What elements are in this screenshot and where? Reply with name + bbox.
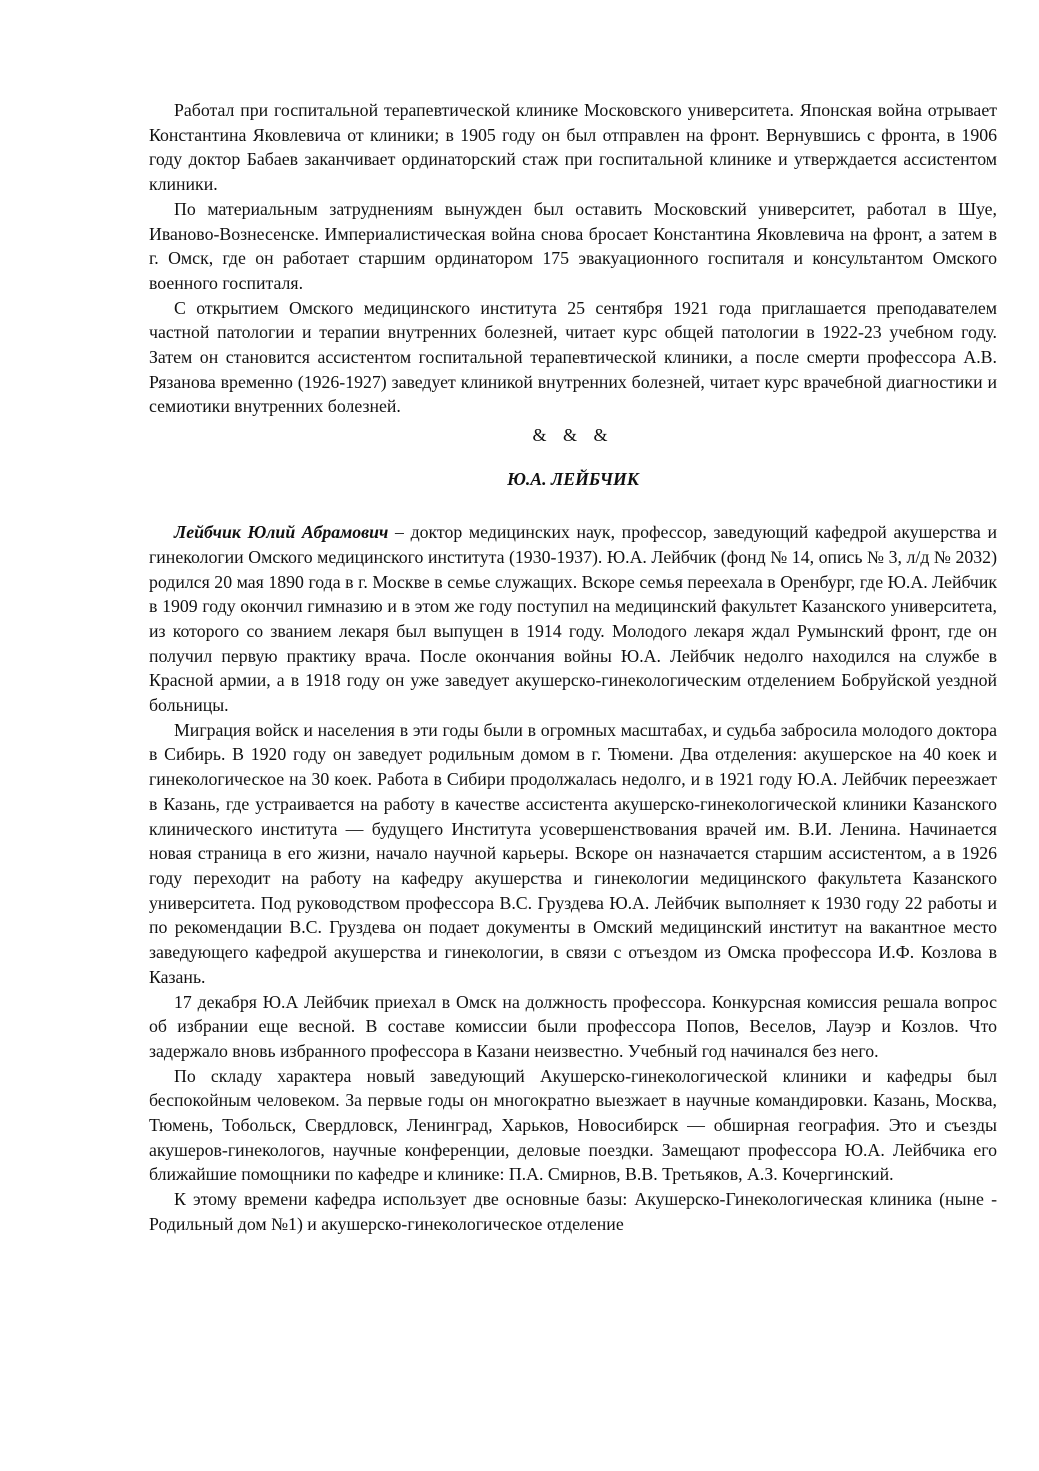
paragraph: Миграция войск и населения в эти годы были в огромных масштабах, и судьба забросила молодого доктора в Сибирь. В 1920 году он заведует родильным домом в г. Тюмени. Два отделения: акушерское на 40 коек и гинекологическое на 30 коек. Работа в Сибири продолжалась недолго, и в 1921 году Ю.А. Лейбчик переезжает в Казань, где устраивается на работу в качестве ассистента акушерско-гинекологической клиники Казанского клинического института — будущего Института усовершенствования врачей им. В.И. Ленина. Начинается новая страница в его жизни, начало научной карьеры. Вскоре он назначается старшим ассистентом, а в 1926 году переходит на работу на кафедру акушерства и гинекологии медицинского факультета Казанского университета. Под руководством профессора В.С. Груздева Ю.А. Лейбчик выполняет к 1930 году 22 работы и по рекомендации В.С. Груздева он подает документы в Омский медицинский институт на вакантное место заведующего кафедрой акушерства и гинекологии, в связи с отъездом из Омска профессора И.Ф. Козлова в Казань.: [149, 719, 997, 987]
lead-paragraph: [149, 520, 997, 718]
paragraph: По материальным затруднениям вынужден был оставить Московский университет, работал в Шуе, Иваново-Вознесенске. Империалистическая война снова бросает Константина Яковлевича на фронт, а затем в г. Омск, где он работает старшим ординатором 175 эвакуационного госпиталя и консультантом Омского военного госпиталя.: [149, 198, 997, 293]
paragraph: 17 декабря Ю.А Лейбчик приехал в Омск на должность профессора. Конкурсная комиссия решала вопрос об избрании еще весной. В составе комиссии были профессора Попов, Веселов, Лауэр и Козлов. Что задержало вновь избранного профессора в Казани неизвестно. Учебный год начинался без него.: [149, 991, 997, 1061]
paragraph: К этому времени кафедра использует две основные базы: Акушерско-Гинекологическая клиника (ныне - Родильный дом №1) и акушерско-гинекологическое отделение: [149, 1189, 997, 1234]
document-page: [149, 98, 997, 1237]
paragraph: С открытием Омского медицинского института 25 сентября 1921 года приглашается преподавателем частной патологии и терапии внутренних болезней, читает курс общей патологии в 1922-23 учебном году. Затем он становится ассистентом госпитальной терапевтической клиники, а после смерти профессора А.В. Рязанова временно (1926-1927) заведует клиникой внутренних болезней, читает курс врачебной диагностики и семиотики внутренних болезней.: [149, 297, 997, 417]
lead-name: Лейбчик Юлий Абрамович: [174, 522, 389, 543]
lead-rest: – доктор медицинских наук, профессор, заведующий кафедрой акушерства и гинекологии Омского медицинского института (1930-1937). Ю.А. Лейбчик (фонд № 14, опись № 3, л/д № 2032) родился 20 мая 1890 года в г. Москве в семье служащих. Вскоре семья переехала в Оренбург, где Ю.А. Лейбчик в 1909 году окончил гимназию и в этом же году поступил на медицинский факультет Казанского университета, из которого со званием лекаря был выпущен в 1914 году. Молодого лекаря ждал Румынский фронт, где он получил первую практику врача. После окончания войны Ю.А. Лейбчик недолго находился на службе в Красной армии, а в 1918 году он уже заведует акушерско-гинекологическим отделением Бобруйской уездной больницы.: [149, 522, 997, 716]
paragraph: По складу характера новый заведующий Акушерско-гинекологической клиники и кафедры был беспокойным человеком. За первые годы он многократно выезжает в научные командировки. Казань, Москва, Тюмень, Тобольск, Свердловск, Ленинград, Харьков, Новосибирск — обширная география. Это и съезды акушеров-гинекологов, научные конференции, деловые поездки. Замещают профессора Ю.А. Лейбчика его ближайшие помощники по кафедре и клинике: П.А. Смирнов, В.В. Третьяков, А.З. Кочергинский.: [149, 1065, 997, 1185]
section-heading: Ю.А. ЛЕЙБЧИК: [507, 469, 639, 490]
paragraph: Работал при госпитальной терапевтической клинике Московского университета. Японская война отрывает Константина Яковлевича от клиники; в 1905 году он был отправлен на фронт. Вернувшись с фронта, в 1906 году доктор Бабаев заканчивает ординаторский стаж при госпитальной клинике и утверждается ассистентом клиники.: [149, 100, 997, 195]
section-ornament: & & &: [532, 425, 614, 446]
